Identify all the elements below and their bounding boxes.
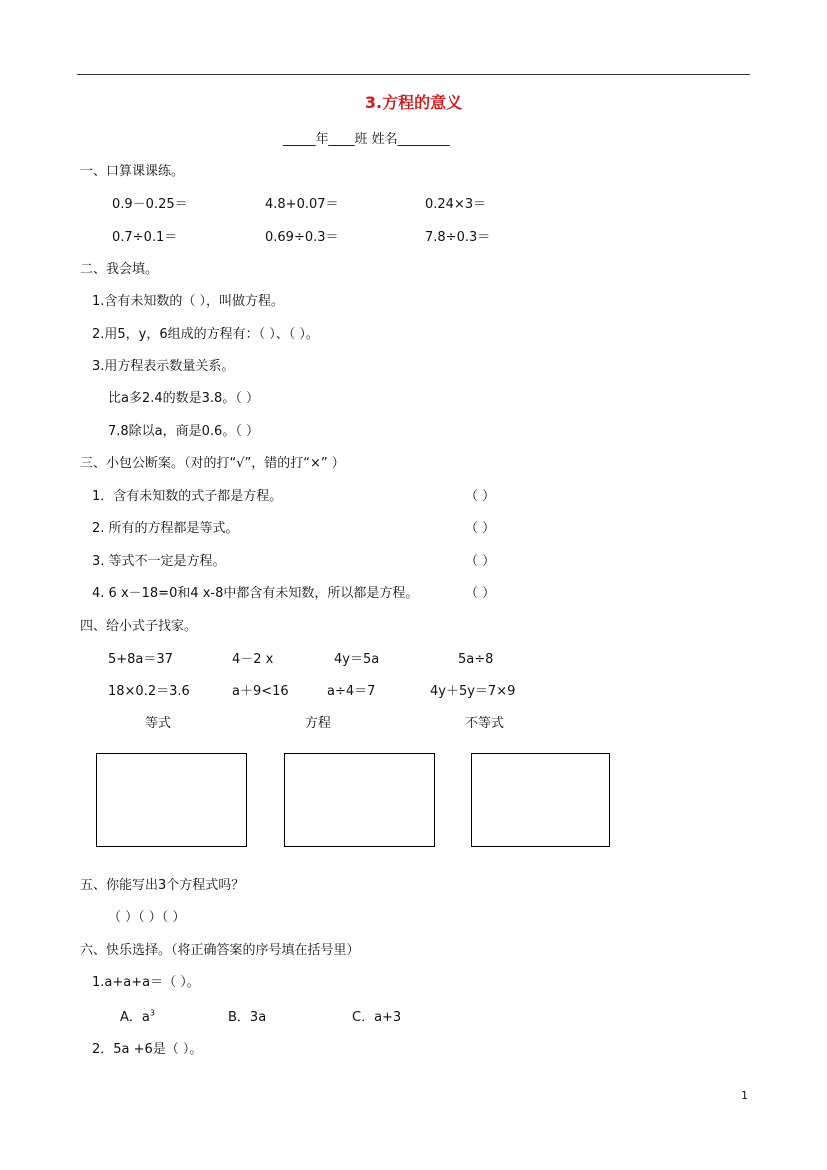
section3-heading: 三、小包公断案。（对的打“√”，错的打“×” ）: [80, 456, 345, 471]
option-c: C．a+3: [352, 1010, 402, 1025]
expr-2: 4－2 x: [232, 652, 274, 667]
calc-item-6: 7.8÷0.3＝: [425, 230, 491, 245]
fill-question-3: 3.用方程表示数量关系。: [92, 359, 235, 374]
fill-question-3b: 7.8除以a，商是0.6。（ ）: [108, 424, 259, 439]
judge-paren-2: （ ）: [465, 521, 496, 536]
expr-1: 5+8a＝37: [108, 652, 173, 667]
box-label-equation: 等式: [145, 716, 172, 731]
judge-paren-4: （ ）: [465, 586, 496, 601]
expr-6: a＋9<16: [232, 684, 289, 699]
calc-item-3: 0.24×3＝: [425, 197, 487, 212]
box-label-inequality: 不等式: [465, 716, 505, 731]
judge-paren-3: （ ）: [465, 554, 496, 569]
box-label-fangcheng: 方程: [305, 716, 332, 731]
expr-3: 4y＝5a: [334, 652, 380, 667]
fangcheng-box[interactable]: [284, 753, 435, 847]
fill-question-2: 2.用5，y，6组成的方程有：（ ）、（ ）。: [92, 327, 319, 342]
expr-4: 5a÷8: [458, 652, 494, 667]
calc-item-1: 0.9－0.25＝: [112, 197, 188, 212]
choice-question-2: 2．5a +6是（ ）。: [92, 1042, 203, 1057]
equation-box[interactable]: [96, 753, 247, 847]
judge-item-1: 1．含有未知数的式子都是方程。: [92, 489, 283, 504]
option-a: A．$a^3$: [120, 1008, 155, 1025]
judge-item-4: 4. 6 x－18=0和4 x-8中都含有未知数，所以都是方程。: [92, 586, 419, 601]
judge-item-3: 3. 等式不一定是方程。: [92, 554, 226, 569]
calc-item-4: 0.7÷0.1＝: [112, 230, 178, 245]
option-b: B．3a: [228, 1010, 267, 1025]
top-rule: [77, 74, 750, 75]
page-title: 3.方程的意义: [364, 93, 463, 112]
inequality-box[interactable]: [471, 753, 610, 847]
class-name-line: _____年____班 姓名________: [283, 132, 450, 147]
section1-heading: 一、口算课课练。: [80, 164, 185, 179]
calc-item-5: 0.69÷0.3＝: [265, 230, 339, 245]
fill-question-3a: 比a多2.4的数是3.8。（ ）: [108, 391, 259, 406]
expr-7: a÷4＝7: [327, 684, 376, 699]
expr-8: 4y＋5y＝7×9: [430, 684, 516, 699]
equation-blanks: （ ）（ ）（ ）: [108, 910, 186, 925]
section5-heading: 五、你能写出3个方程式吗？: [80, 878, 245, 893]
expr-5: 18×0.2＝3.6: [108, 684, 190, 699]
calc-item-2: 4.8+0.07＝: [265, 197, 339, 212]
choice-question-1: 1.a+a+a＝（ ）。: [92, 975, 200, 990]
page-number: 1: [741, 1089, 748, 1102]
section6-heading: 六、快乐选择。（将正确答案的序号填在括号里）: [80, 943, 360, 958]
judge-paren-1: （ ）: [465, 489, 496, 504]
section2-heading: 二、我会填。: [80, 262, 159, 277]
section4-heading: 四、给小式子找家。: [80, 619, 198, 634]
judge-item-2: 2. 所有的方程都是等式。: [92, 521, 239, 536]
fill-question-1: 1.含有未知数的（ ），叫做方程。: [92, 294, 285, 309]
